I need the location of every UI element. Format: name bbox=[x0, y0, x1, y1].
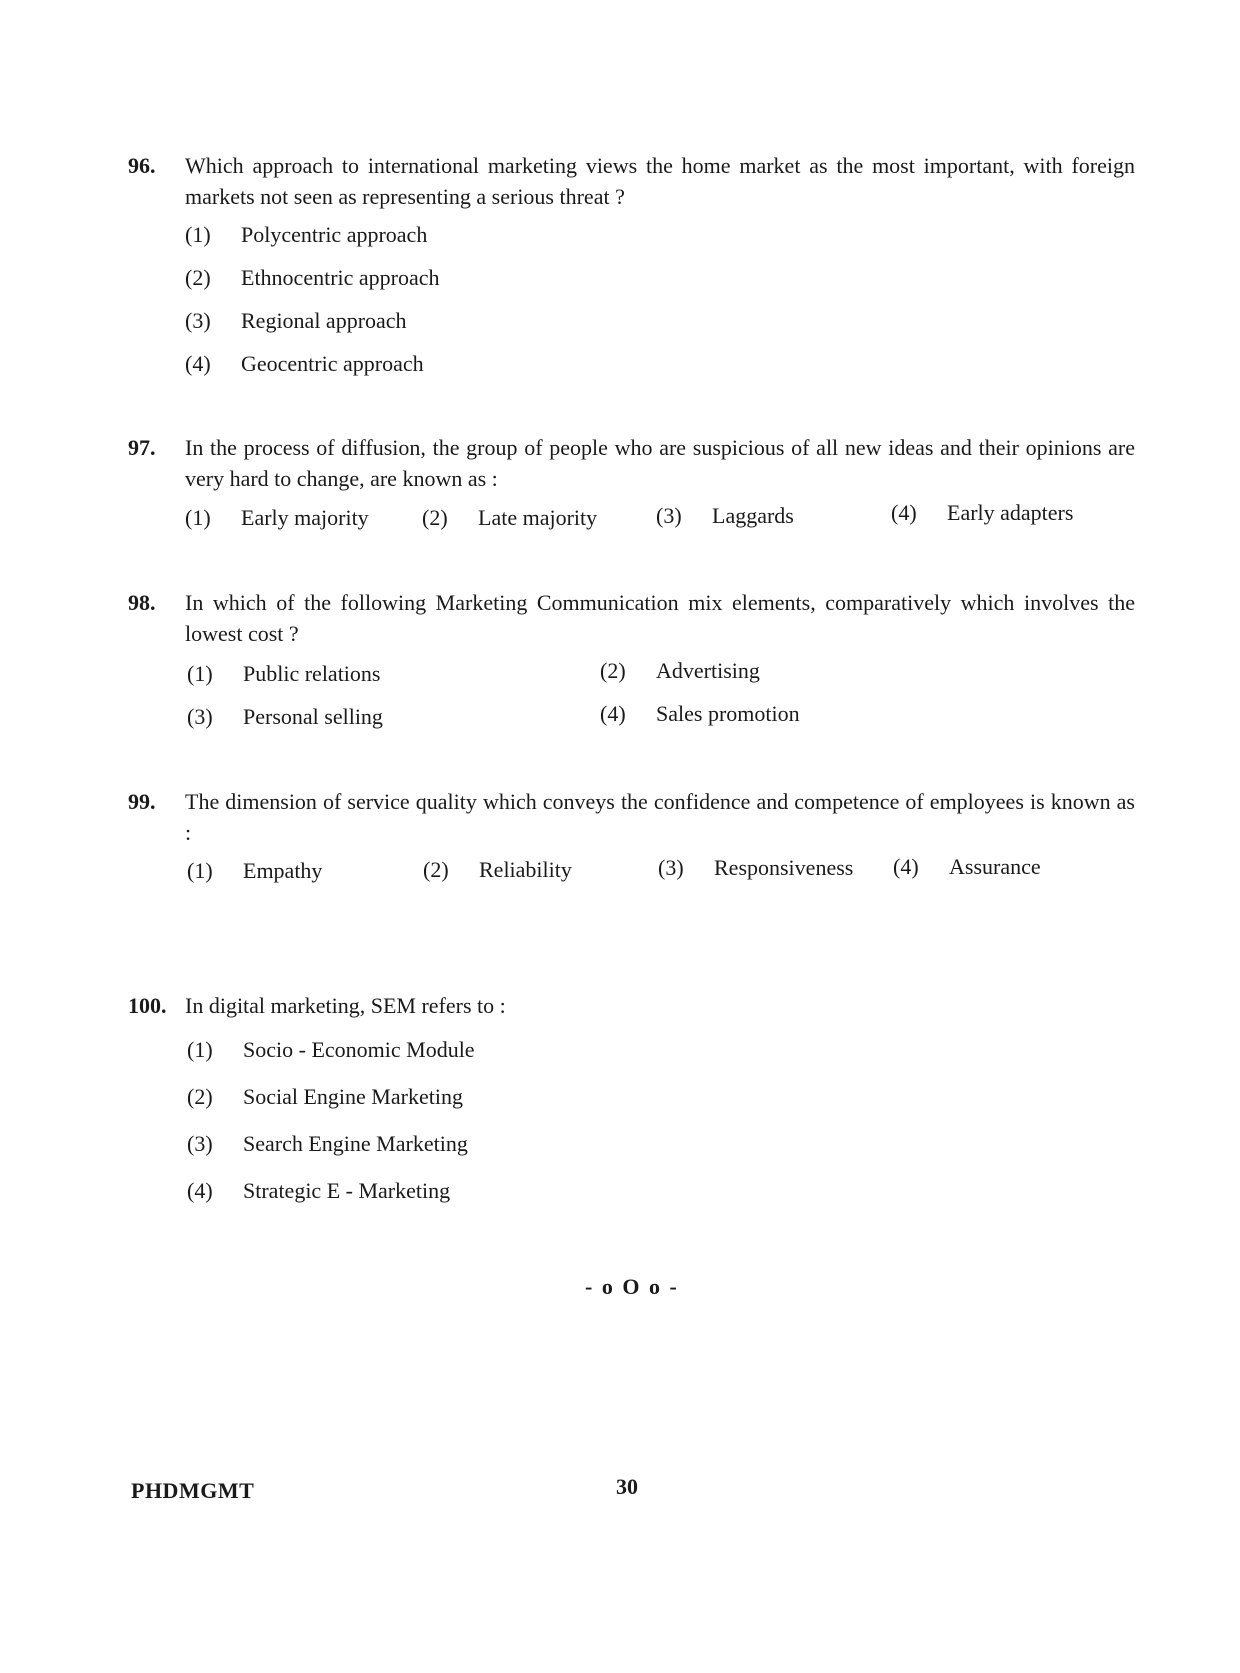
option-96-2 bbox=[185, 263, 440, 293]
option-97-3 bbox=[656, 501, 794, 531]
option-label: Polycentric approach bbox=[241, 222, 428, 247]
option-99-3 bbox=[658, 853, 853, 883]
option-100-4 bbox=[187, 1176, 450, 1206]
option-number: (3) bbox=[185, 308, 211, 333]
option-label: Laggards bbox=[712, 503, 794, 528]
option-number: (4) bbox=[187, 1178, 213, 1203]
option-label: Responsiveness bbox=[714, 855, 854, 880]
option-label: Reliability bbox=[479, 857, 572, 882]
option-number: (1) bbox=[187, 858, 213, 883]
option-number: (2) bbox=[187, 1084, 213, 1109]
option-number: (1) bbox=[187, 661, 213, 686]
end-of-paper-mark: - o O o - bbox=[585, 1274, 679, 1299]
option-number: (2) bbox=[600, 658, 626, 683]
option-96-3 bbox=[185, 306, 407, 336]
option-label: Assurance bbox=[949, 854, 1041, 879]
question-text: The dimension of service quality which conveys the confidence and competence of employees is known as : bbox=[185, 789, 1135, 845]
option-number: (4) bbox=[893, 854, 919, 879]
option-100-1 bbox=[187, 1035, 475, 1065]
option-99-2 bbox=[423, 855, 572, 885]
option-number: (1) bbox=[185, 505, 211, 530]
option-number: (3) bbox=[658, 855, 684, 880]
option-label: Early majority bbox=[241, 505, 369, 530]
option-label: Empathy bbox=[243, 858, 323, 883]
option-label: Ethnocentric approach bbox=[241, 265, 440, 290]
option-label: Advertising bbox=[656, 658, 760, 683]
option-label: Early adapters bbox=[947, 500, 1074, 525]
option-97-1 bbox=[185, 503, 369, 533]
option-97-2 bbox=[422, 503, 597, 533]
option-number: (4) bbox=[185, 351, 211, 376]
option-label: Socio - Economic Module bbox=[243, 1037, 475, 1062]
question-text: Which approach to international marketing views the home market as the most important, with foreign markets not seen as representing a serious threat ? bbox=[185, 153, 1135, 209]
option-number: (4) bbox=[891, 500, 917, 525]
question-number: 99. bbox=[128, 789, 156, 814]
option-number: (3) bbox=[187, 1131, 213, 1156]
option-98-4 bbox=[600, 699, 800, 729]
option-label: Public relations bbox=[243, 661, 381, 686]
option-label: Regional approach bbox=[241, 308, 407, 333]
option-number: (1) bbox=[185, 222, 211, 247]
question-number: 100. bbox=[128, 993, 167, 1018]
option-99-4 bbox=[893, 852, 1041, 882]
option-number: (4) bbox=[600, 701, 626, 726]
option-label: Late majority bbox=[478, 505, 598, 530]
option-100-2 bbox=[187, 1082, 463, 1112]
option-number: (2) bbox=[423, 857, 449, 882]
option-97-4 bbox=[891, 498, 1073, 528]
option-100-3 bbox=[187, 1129, 468, 1159]
paper-code: PHDMGMT bbox=[131, 1478, 255, 1503]
question-text: In the process of diffusion, the group of people who are suspicious of all new ideas and their opinions are very hard to change, are known as : bbox=[185, 435, 1135, 491]
option-label: Strategic E - Marketing bbox=[243, 1178, 451, 1203]
option-number: (3) bbox=[187, 704, 213, 729]
option-98-1 bbox=[187, 659, 380, 689]
option-99-1 bbox=[187, 856, 322, 886]
option-label: Social Engine Marketing bbox=[243, 1084, 463, 1109]
option-number: (1) bbox=[187, 1037, 213, 1062]
page-number: 30 bbox=[616, 1474, 638, 1499]
question-number: 96. bbox=[128, 153, 156, 178]
option-96-1 bbox=[185, 220, 427, 250]
question-text: In digital marketing, SEM refers to : bbox=[185, 993, 506, 1018]
option-96-4 bbox=[185, 349, 424, 379]
option-98-2 bbox=[600, 656, 760, 686]
option-label: Personal selling bbox=[243, 704, 383, 729]
option-label: Search Engine Marketing bbox=[243, 1131, 468, 1156]
question-number: 97. bbox=[128, 435, 156, 460]
question-text: In which of the following Marketing Communication mix elements, comparatively which involves the lowest cost ? bbox=[185, 590, 1135, 646]
option-number: (3) bbox=[656, 503, 682, 528]
option-label: Sales promotion bbox=[656, 701, 800, 726]
question-number: 98. bbox=[128, 590, 156, 615]
option-label: Geocentric approach bbox=[241, 351, 424, 376]
option-number: (2) bbox=[422, 505, 448, 530]
option-98-3 bbox=[187, 702, 383, 732]
option-number: (2) bbox=[185, 265, 211, 290]
